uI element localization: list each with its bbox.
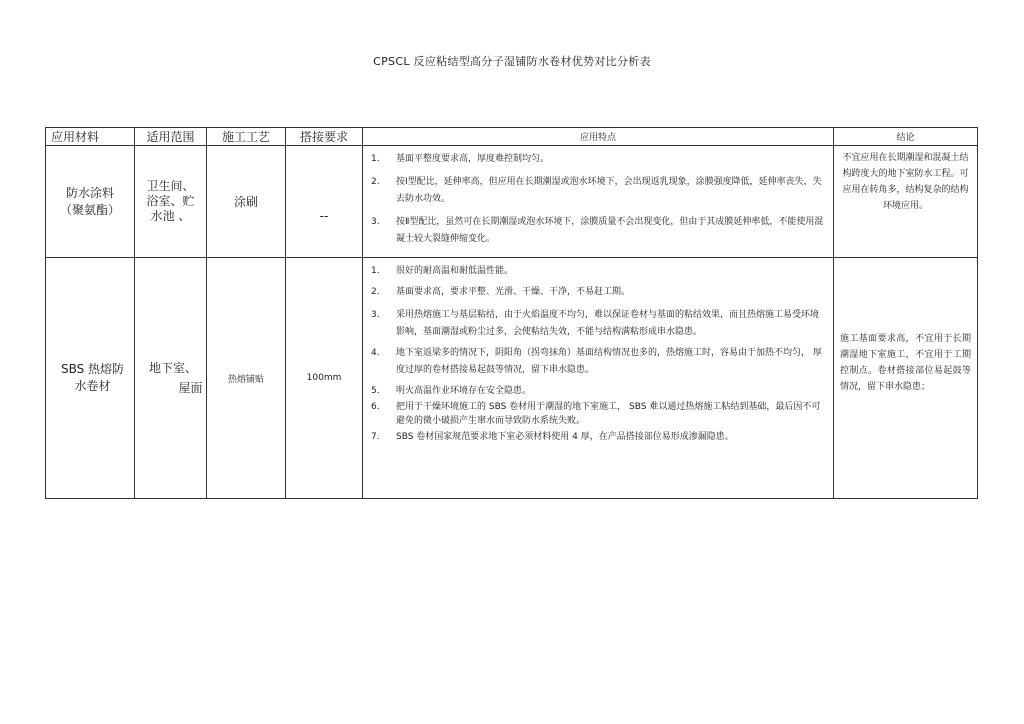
table-row: [46, 146, 978, 258]
material-line: 水卷材: [74, 379, 111, 393]
header-material: 应用材料: [46, 128, 135, 146]
feature-item: [371, 400, 825, 428]
features-cell: [363, 146, 834, 258]
feature-text: 把用于干燥环境施工的 SBS 卷材用于潮湿的地下室施工， SBS 难以通过热熔施工粘结到基础，最后因不可避免的微小破损产生窜水而导致防水系统失败。: [396, 402, 821, 426]
overlap-cell: 100mm: [286, 258, 363, 499]
header-overlap: 搭接要求: [286, 128, 363, 146]
feature-number: 4.: [371, 348, 380, 358]
material-line: 防水涂料: [65, 185, 114, 200]
feature-item: [371, 263, 825, 280]
header-features: 应用特点: [363, 128, 834, 146]
scope-line: 浴室、贮: [146, 194, 195, 208]
process-cell: 涂刷: [207, 146, 286, 258]
feature-number: 2.: [371, 287, 380, 297]
header-conclusion: 结论: [834, 128, 978, 146]
document-title: CPSCL 反应粘结型高分子湿铺防水卷材优势对比分析表: [373, 55, 651, 68]
feature-item: [371, 345, 825, 379]
feature-item: [371, 383, 825, 400]
scope-line: 屋面: [178, 381, 203, 395]
feature-text: SBS 卷材国家规范要求地下室必须材料使用 4 厚，在产品搭接部位易形成渗漏隐患。: [396, 432, 734, 442]
table-row: [46, 258, 978, 499]
feature-item: [371, 174, 825, 208]
header-scope: 适用范围: [135, 128, 207, 146]
conclusion-cell: 不宜应用在长期潮湿和混凝土结构跨度大的地下室防水工程。可应用在转角多，结构复杂的结构环境应用。: [834, 146, 978, 258]
feature-number: 7.: [371, 432, 380, 442]
feature-text: 按Ⅱ型配比，虽然可在长期潮湿或泡水环境下，涂膜质量不会出现变化，但由于其成膜延伸率低，不能使用混凝土较大裂缝伸缩变化。: [396, 217, 824, 244]
feature-number: 3.: [371, 217, 380, 227]
scope-cell: [135, 146, 207, 258]
process-cell: 热熔铺贴: [207, 258, 286, 499]
material-line: （聚氨酯）: [59, 202, 120, 217]
conclusion-cell: [834, 258, 978, 499]
overlap-cell: [286, 146, 363, 258]
features-list: [371, 151, 825, 248]
feature-item: [371, 430, 825, 444]
features-list: [371, 263, 825, 444]
features-cell: [363, 258, 834, 499]
feature-text: 按Ⅰ型配比，延伸率高，但应用在长期潮湿或泡水环境下，会出现返乳现象，涂膜强度降低，延伸率丧失，失去防水功效。: [396, 177, 822, 204]
feature-item: [371, 307, 825, 341]
feature-number: 6.: [371, 402, 380, 412]
feature-text: 基面要求高，要求平整、光滑、干燥、干净，不易赶工期。: [396, 287, 631, 297]
scope-cell: [135, 258, 207, 499]
material-cell: [46, 146, 135, 258]
feature-item: [371, 284, 825, 301]
feature-number: 5.: [371, 386, 380, 396]
scope-line: 卫生间、: [146, 179, 195, 193]
feature-number: 3.: [371, 310, 380, 320]
feature-text: 采用热熔施工与基层粘结，由于火焰温度不均匀，难以保证卷材与基面的粘结效果，而且热熔施工易受环境影响，基面潮湿或粉尘过多，会使粘结失效，不能与结构满粘形成串水隐患。: [396, 310, 820, 337]
comparison-table: [45, 127, 978, 499]
feature-number: 1.: [371, 266, 380, 276]
material-line: SBS 热熔防: [60, 362, 125, 376]
feature-item: [371, 214, 825, 248]
feature-text: 地下室返梁多的情况下，阴阳角（拐弯抹角）基面结构情况也多的，热熔施工时，容易由于加热不均匀， 厚度过厚的卷材搭接易起鼓等情况，留下串水隐患。: [396, 348, 822, 375]
feature-text: 明火高温作业环境存在安全隐患。: [396, 386, 532, 396]
material-cell: [46, 258, 135, 499]
feature-item: [371, 151, 825, 168]
feature-number: 1.: [371, 154, 380, 164]
feature-text: 基面平整度要求高，厚度难控制均匀。: [396, 154, 550, 164]
feature-number: 2.: [371, 177, 380, 187]
header-process: 施工工艺: [207, 128, 286, 146]
scope-line: 地下室、: [148, 361, 197, 375]
conclusion-text: 施工基面要求高，不宜用于长期潮湿地下室施工，不宜用于工期控制点。卷材搭接部位易起鼓等情况，留下串水隐患；: [840, 334, 971, 392]
overlap-value: --: [319, 208, 329, 223]
table-header-row: [46, 128, 978, 146]
scope-line: 水池 、: [150, 209, 191, 223]
feature-text: 很好的耐高温和耐低温性能。: [396, 266, 514, 276]
